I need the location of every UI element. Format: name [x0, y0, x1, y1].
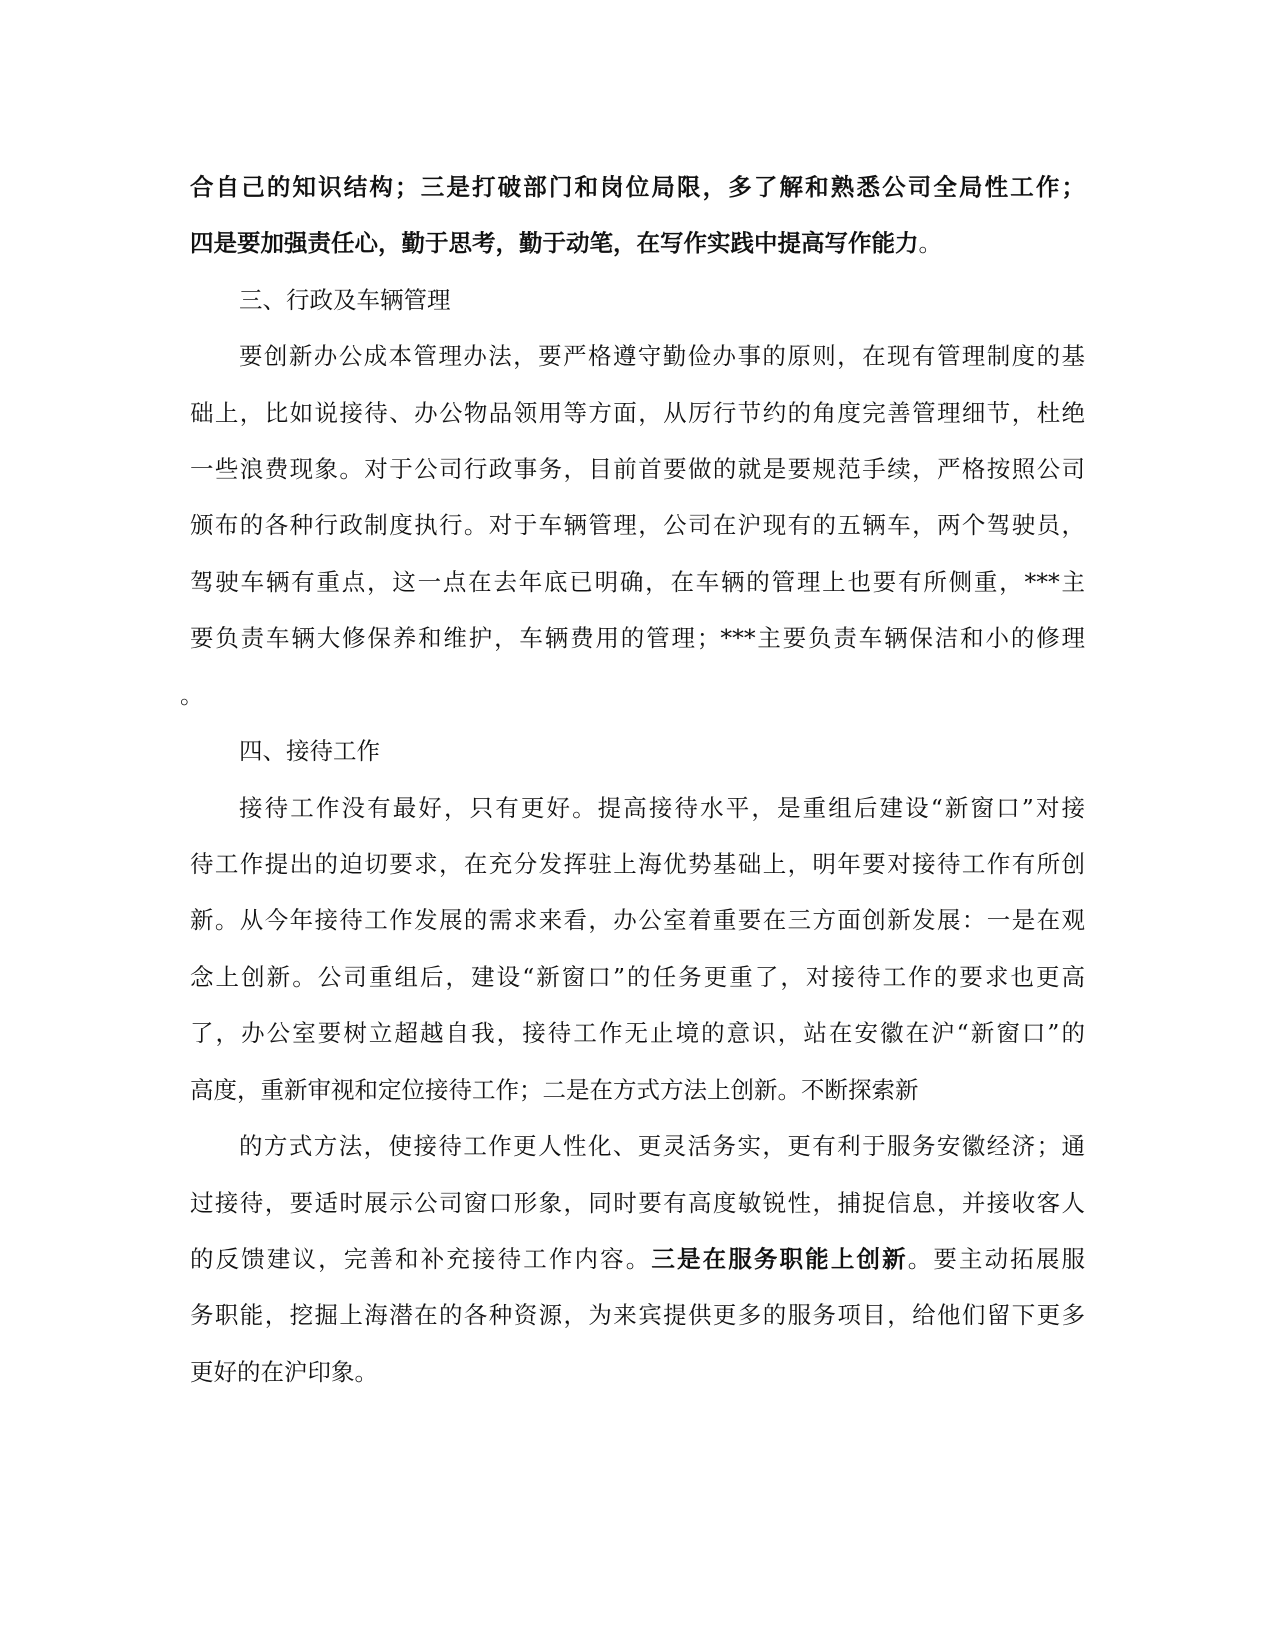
- body-line-9: 要负责车辆大修保养和维护，车辆费用的管理；***主要负责车辆保洁和小的修理: [190, 624, 1085, 652]
- body-line-17: 高度，重新审视和定位接待工作；二是在方式方法上创新。不断探索新: [190, 1076, 919, 1104]
- body-line-5: 础上，比如说接待、办公物品领用等方面，从厉行节约的角度完善管理细节，杜绝: [190, 399, 1085, 427]
- body-line-18: 的方式方法，使接待工作更人性化、更灵活务实，更有利于服务安徽经济；通: [239, 1132, 1085, 1160]
- body-line-7: 颁布的各种行政制度执行。对于车辆管理，公司在沪现有的五辆车，两个驾驶员，: [190, 511, 1085, 539]
- section-heading-4: 四、接待工作: [239, 737, 380, 765]
- body-line-15: 念上创新。公司重组后，建设“新窗口”的任务更重了，对接待工作的要求也更高: [190, 963, 1085, 991]
- body-line-22: 更好的在沪印象。: [190, 1358, 378, 1386]
- bold-text: 四是要加强责任心，勤于思考，勤于动笔，在写作实践中提高写作能力: [190, 229, 919, 257]
- body-line-13: 待工作提出的迫切要求，在充分发挥驻上海优势基础上，明年要对接待工作有所创: [190, 850, 1085, 878]
- body-line-10: 。: [180, 681, 204, 709]
- body-line-21: 务职能，挖掘上海潜在的各种资源，为来宾提供更多的服务项目，给他们留下更多: [190, 1301, 1085, 1329]
- body-line-2: [190, 223, 942, 263]
- body-line-1: [190, 167, 1085, 207]
- body-line-19: 过接待，要适时展示公司窗口形象，同时要有高度敏锐性，捕捉信息，并接收客人: [190, 1189, 1085, 1217]
- body-line-4: 要创新办公成本管理办法，要严格遵守勤俭办事的原则，在现有管理制度的基: [239, 342, 1085, 370]
- line-head: 的反馈建议，完善和补充接待工作内容。: [190, 1245, 652, 1273]
- body-line-14: 新。从今年接待工作发展的需求来看，办公室着重要在三方面创新发展：一是在观: [190, 906, 1085, 934]
- line-tail: 。: [918, 229, 942, 257]
- bold-text: 三是在服务职能上创新: [651, 1245, 908, 1273]
- body-line-16: 了，办公室要树立超越自我，接待工作无止境的意识，站在安徽在沪“新窗口”的: [190, 1019, 1085, 1047]
- body-line-12: 接待工作没有最好，只有更好。提高接待水平，是重组后建设“新窗口”对接: [239, 794, 1085, 822]
- bold-text: 合自己的知识结构；三是打破部门和岗位局限，多了解和熟悉公司全局性工作；: [190, 173, 1085, 201]
- body-line-6: 一些浪费现象。对于公司行政事务，目前首要做的就是要规范手续，严格按照公司: [190, 455, 1085, 483]
- line-tail: 。要主动拓展服: [907, 1245, 1086, 1273]
- body-line-8: 驾驶车辆有重点，这一点在去年底已明确，在车辆的管理上也要有所侧重，***主: [190, 568, 1085, 596]
- body-line-20: [190, 1239, 1085, 1279]
- section-heading-3: 三、行政及车辆管理: [239, 286, 451, 314]
